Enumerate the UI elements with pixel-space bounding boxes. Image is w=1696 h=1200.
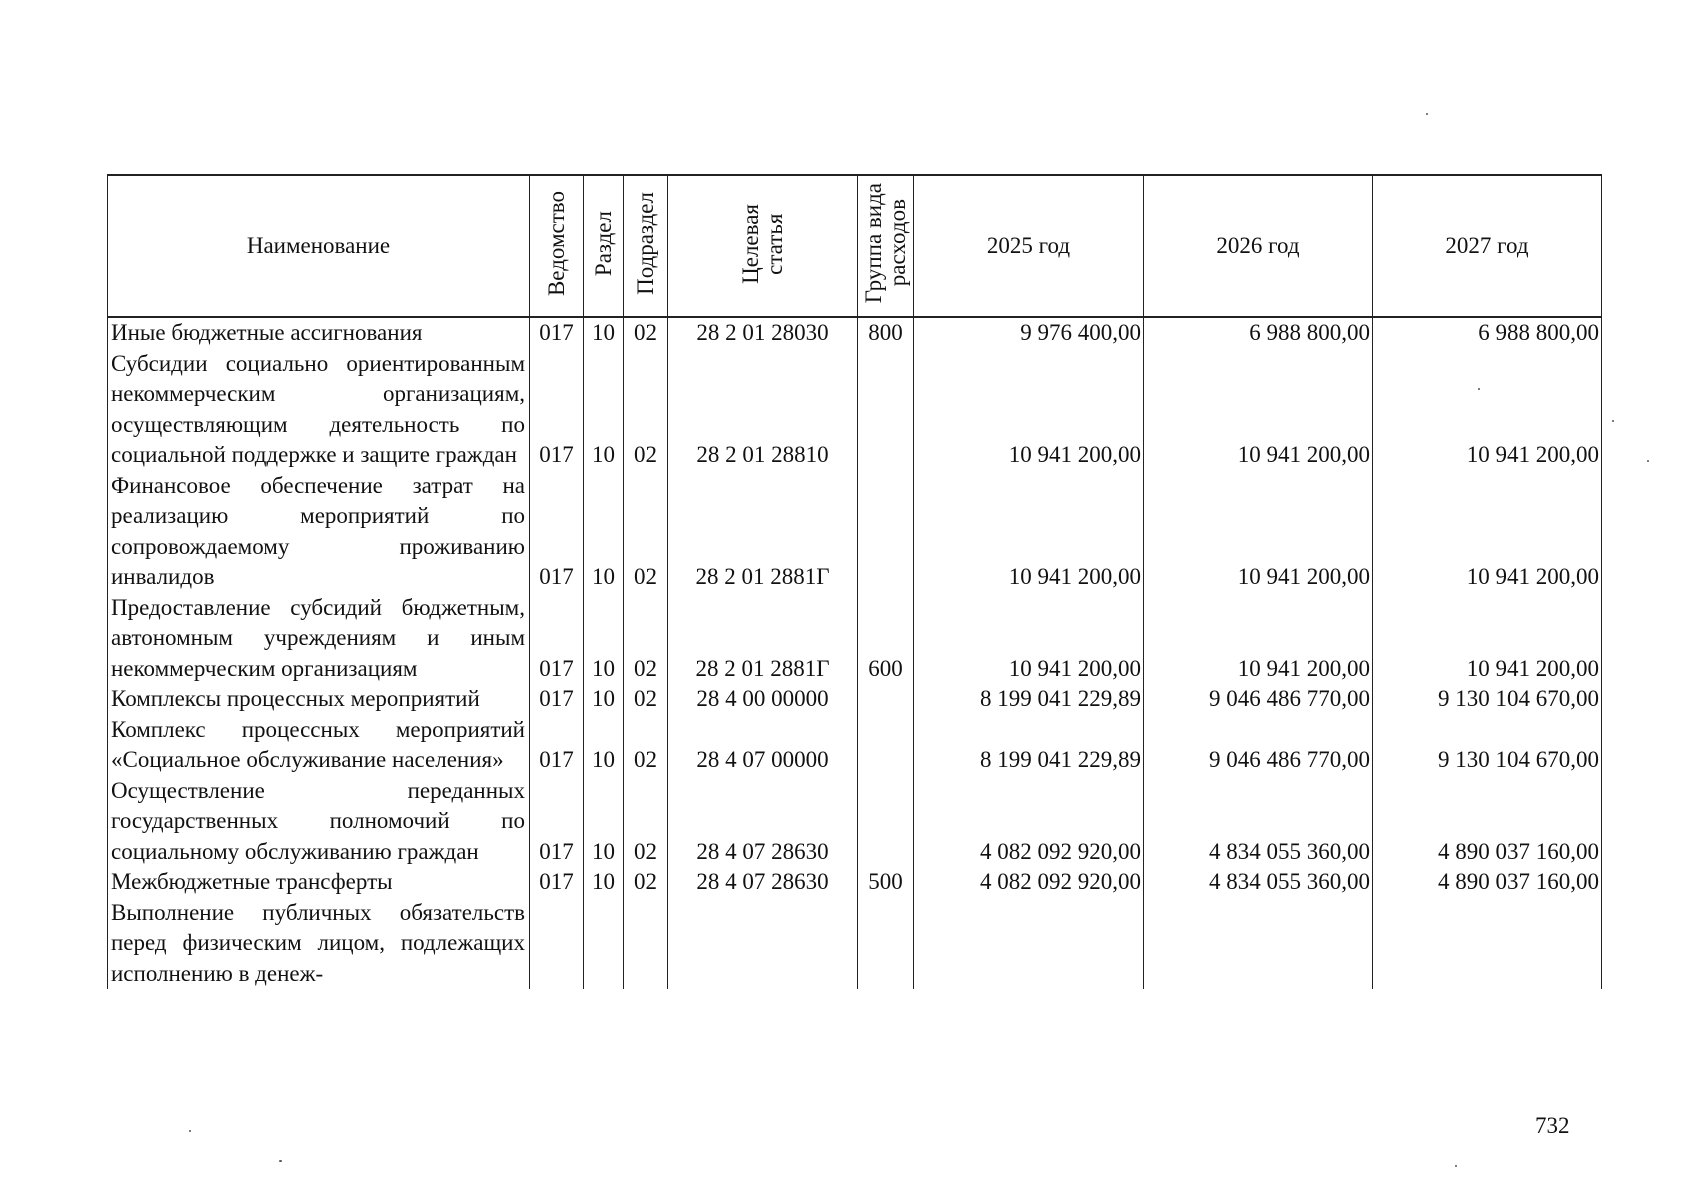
table-row	[108, 684, 1602, 715]
table-row	[108, 715, 1602, 776]
cell-name: Финансовое обеспечение затрат на реализацию мероприятий по сопровождаемому проживанию инвалидов	[108, 471, 530, 593]
scan-speck	[1426, 113, 1428, 115]
cell-section: 10	[584, 349, 624, 471]
cell-2025	[914, 898, 1144, 990]
cell-name: Предоставление субсидий бюджетным, автономным учреждениям и иным некоммерческим организациям	[108, 593, 530, 685]
scan-speck	[1455, 1165, 1457, 1167]
scan-speck	[1647, 460, 1649, 462]
cell-2027: 6 988 800,00	[1373, 317, 1602, 349]
cell-expense-group	[858, 776, 914, 868]
cell-target-article: 28 2 01 2881Г	[668, 593, 858, 685]
table-row	[108, 776, 1602, 868]
cell-expense-group	[858, 715, 914, 776]
cell-expense-group: 500	[858, 867, 914, 898]
header-2025: 2025 год	[914, 175, 1144, 317]
cell-name: Комплекс процессных мероприятий «Социальное обслуживание населения»	[108, 715, 530, 776]
cell-2027: 10 941 200,00	[1373, 349, 1602, 471]
header-2027: 2027 год	[1373, 175, 1602, 317]
cell-2025: 10 941 200,00	[914, 593, 1144, 685]
cell-2027: 4 890 037 160,00	[1373, 776, 1602, 868]
cell-2027: 10 941 200,00	[1373, 593, 1602, 685]
cell-2026: 10 941 200,00	[1144, 349, 1373, 471]
table-row	[108, 317, 1602, 349]
cell-target-article: 28 4 00 00000	[668, 684, 858, 715]
cell-subsection: 02	[624, 593, 668, 685]
cell-department: 017	[530, 593, 584, 685]
scan-speck	[1612, 420, 1614, 422]
cell-subsection: 02	[624, 471, 668, 593]
cell-subsection	[624, 898, 668, 990]
header-department: Ведомство	[530, 175, 584, 317]
table-row	[108, 471, 1602, 593]
cell-target-article: 28 2 01 28030	[668, 317, 858, 349]
cell-section: 10	[584, 593, 624, 685]
table-row	[108, 867, 1602, 898]
cell-name: Осуществление переданных государственных полномочий по социальному обслуживанию граждан	[108, 776, 530, 868]
cell-expense-group	[858, 349, 914, 471]
table-row	[108, 593, 1602, 685]
cell-target-article: 28 4 07 28630	[668, 776, 858, 868]
cell-expense-group	[858, 898, 914, 990]
page-number: 732	[1535, 1113, 1570, 1138]
cell-subsection: 02	[624, 317, 668, 349]
cell-2026: 9 046 486 770,00	[1144, 715, 1373, 776]
cell-department: 017	[530, 471, 584, 593]
cell-2025: 4 082 092 920,00	[914, 867, 1144, 898]
cell-expense-group: 600	[858, 593, 914, 685]
cell-name: Межбюджетные трансферты	[108, 867, 530, 898]
cell-target-article: 28 2 01 28810	[668, 349, 858, 471]
cell-target-article: 28 4 07 00000	[668, 715, 858, 776]
cell-department	[530, 898, 584, 990]
header-target-article: Целевая статья	[668, 175, 858, 317]
cell-2026: 10 941 200,00	[1144, 593, 1373, 685]
cell-expense-group	[858, 684, 914, 715]
scan-speck	[279, 1160, 282, 1162]
cell-subsection: 02	[624, 776, 668, 868]
cell-2025: 8 199 041 229,89	[914, 684, 1144, 715]
cell-2026: 6 988 800,00	[1144, 317, 1373, 349]
cell-section	[584, 898, 624, 990]
cell-subsection: 02	[624, 349, 668, 471]
cell-2025: 9 976 400,00	[914, 317, 1144, 349]
cell-section: 10	[584, 776, 624, 868]
cell-department: 017	[530, 317, 584, 349]
cell-2027: 4 890 037 160,00	[1373, 867, 1602, 898]
cell-name: Субсидии социально ориентированным некоммерческим организациям, осуществляющим деятельность по социальной поддержке и защите граждан	[108, 349, 530, 471]
cell-department: 017	[530, 349, 584, 471]
header-2026: 2026 год	[1144, 175, 1373, 317]
table-row	[108, 898, 1602, 990]
cell-department: 017	[530, 684, 584, 715]
cell-2025: 4 082 092 920,00	[914, 776, 1144, 868]
header-subsection: Подраздел	[624, 175, 668, 317]
cell-subsection: 02	[624, 684, 668, 715]
cell-section: 10	[584, 684, 624, 715]
cell-name: Выполнение публичных обязательств перед физическим лицом, подлежащих исполнению в денеж-	[108, 898, 530, 990]
cell-2025: 10 941 200,00	[914, 349, 1144, 471]
cell-section: 10	[584, 867, 624, 898]
cell-department: 017	[530, 867, 584, 898]
cell-target-article: 28 2 01 2881Г	[668, 471, 858, 593]
cell-2026: 10 941 200,00	[1144, 471, 1373, 593]
cell-2025: 8 199 041 229,89	[914, 715, 1144, 776]
scan-speck	[189, 1130, 191, 1132]
scan-speck	[1478, 388, 1480, 390]
cell-2027	[1373, 898, 1602, 990]
cell-target-article	[668, 898, 858, 990]
cell-name: Иные бюджетные ассигнования	[108, 317, 530, 349]
header-section: Раздел	[584, 175, 624, 317]
cell-2026: 9 046 486 770,00	[1144, 684, 1373, 715]
cell-expense-group: 800	[858, 317, 914, 349]
cell-section: 10	[584, 715, 624, 776]
header-row	[108, 175, 1602, 317]
header-expense-group: Группа вида расходов	[858, 175, 914, 317]
cell-expense-group	[858, 471, 914, 593]
cell-section: 10	[584, 317, 624, 349]
cell-2025: 10 941 200,00	[914, 471, 1144, 593]
cell-name: Комплексы процессных мероприятий	[108, 684, 530, 715]
cell-2026: 4 834 055 360,00	[1144, 867, 1373, 898]
cell-subsection: 02	[624, 867, 668, 898]
cell-department: 017	[530, 776, 584, 868]
cell-subsection: 02	[624, 715, 668, 776]
budget-table	[107, 174, 1602, 989]
cell-target-article: 28 4 07 28630	[668, 867, 858, 898]
cell-2027: 10 941 200,00	[1373, 471, 1602, 593]
cell-department: 017	[530, 715, 584, 776]
cell-2027: 9 130 104 670,00	[1373, 715, 1602, 776]
cell-2026	[1144, 898, 1373, 990]
header-name: Наименование	[108, 175, 530, 317]
cell-2026: 4 834 055 360,00	[1144, 776, 1373, 868]
cell-section: 10	[584, 471, 624, 593]
cell-2027: 9 130 104 670,00	[1373, 684, 1602, 715]
table-row	[108, 349, 1602, 471]
